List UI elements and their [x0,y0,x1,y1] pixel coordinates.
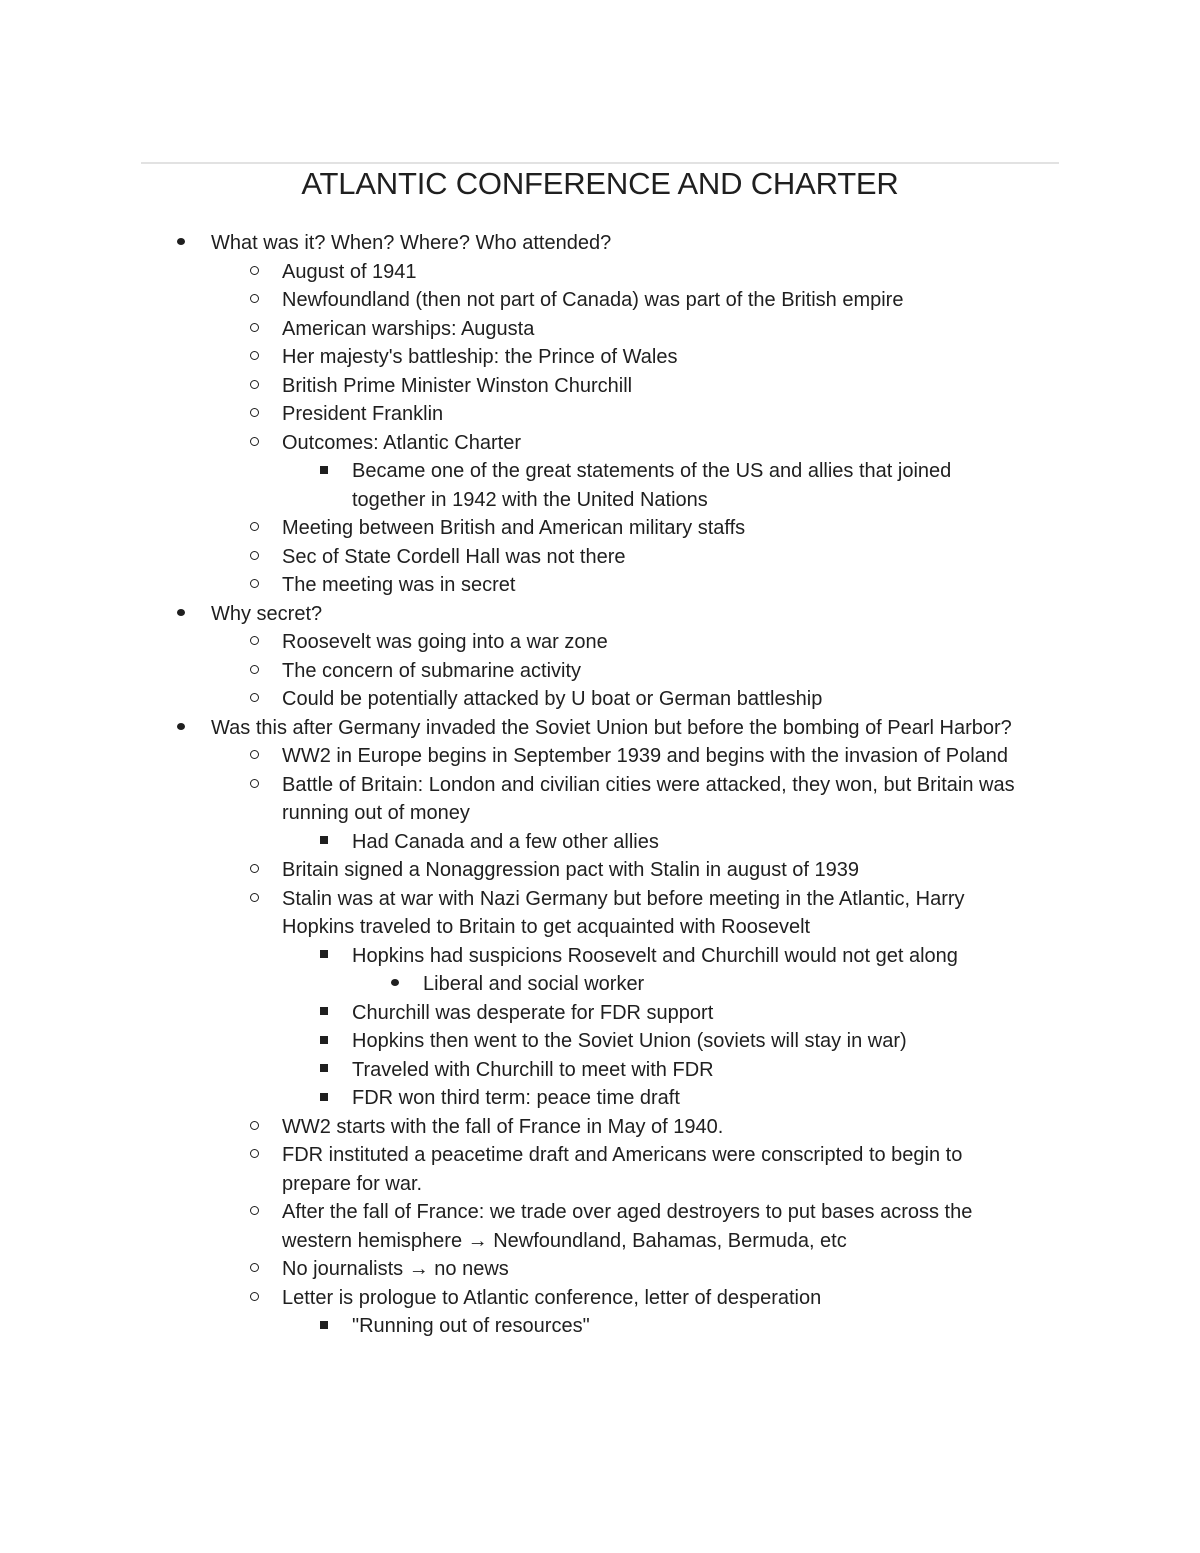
notes-outline [0,229,1200,1341]
list-item [282,685,1032,714]
list-item-text: Roosevelt was going into a war zone [282,631,608,653]
list-item-text: Churchill was desperate for FDR support [352,1001,714,1024]
list-item [282,286,1032,315]
list-item [282,315,1032,344]
list-item [282,372,1032,401]
list-item [211,229,1031,258]
circle-bullet-icon [244,400,264,429]
list-item-text: American warships: Augusta [282,317,535,340]
list-item-text: The meeting was in secret [282,574,516,596]
circle-bullet-icon [244,429,264,458]
list-item-text: August of 1941 [282,260,417,283]
list-item [282,1255,1032,1284]
square-bullet-icon [314,457,334,486]
list-item-text: Hopkins then went to the Soviet Union (soviets will stay in war) [352,1030,907,1052]
list-item-text: Was this after Germany invaded the Soviet Union but before the bombing of Pearl Harbor? [211,716,1012,739]
list-item [282,657,1032,686]
circle-bullet-icon [244,1255,264,1284]
list-item [282,258,1032,287]
list-item-text: FDR won third term: peace time draft [352,1087,680,1109]
list-item-text: FDR instituted a peacetime draft and Americans were conscripted to begin to prepare for war. [282,1144,963,1195]
list-item-text: No journalists → no news [282,1258,509,1280]
list-item [282,571,1032,600]
disc-bullet-icon [171,229,191,258]
list-item [211,714,1031,743]
list-item-text: Battle of Britain: London and civilian cities were attacked, they won, but Britain was running out of money [282,773,1015,824]
list-item [352,1312,1022,1341]
list-item-text: WW2 starts with the fall of France in May of 1940. [282,1115,724,1138]
circle-bullet-icon [244,628,264,657]
circle-bullet-icon [244,856,264,885]
list-item-text: WW2 in Europe begins in September 1939 and begins with the invasion of Poland [282,745,1009,767]
list-item-text: Liberal and social worker [423,973,645,995]
square-bullet-icon [314,1084,334,1113]
circle-bullet-icon [244,685,264,714]
list-item-text: Meeting between British and American military staffs [282,517,746,539]
list-item [282,856,1032,885]
list-item [352,457,1022,514]
list-item-text: "Running out of resources" [352,1315,590,1337]
list-item-text: Her majesty's battleship: the Prince of Wales [282,346,678,368]
list-item [352,942,1022,971]
list-item-text: The concern of submarine activity [282,659,582,682]
list-item [282,771,1032,828]
list-item [282,400,1032,429]
list-item-text: Hopkins had suspicions Roosevelt and Churchill would not get along [352,944,958,967]
circle-bullet-icon [244,657,264,686]
square-bullet-icon [314,1027,334,1056]
circle-bullet-icon [244,514,264,543]
list-item-text: Sec of State Cordell Hall was not there [282,545,626,568]
circle-bullet-icon [244,1284,264,1313]
list-item [352,1027,1022,1056]
list-item [282,514,1032,543]
list-item [282,429,1032,458]
list-item-text: Stalin was at war with Nazi Germany but before meeting in the Atlantic, Harry Hopkins traveled to Britain to get acquainted with Roosevelt [282,887,965,938]
list-item [282,742,1032,771]
list-item-text: Could be potentially attacked by U boat or German battleship [282,688,823,710]
disc-bullet-icon [385,970,405,999]
square-bullet-icon [314,828,334,857]
list-item-text: Had Canada and a few other allies [352,830,659,853]
list-item-text: Letter is prologue to Atlantic conference, letter of desperation [282,1286,822,1309]
circle-bullet-icon [244,885,264,914]
circle-bullet-icon [244,571,264,600]
circle-bullet-icon [244,742,264,771]
list-item-text: Became one of the great statements of the US and allies that joined together in 1942 with the United Nations [352,460,952,511]
circle-bullet-icon [244,372,264,401]
circle-bullet-icon [244,543,264,572]
circle-bullet-icon [244,286,264,315]
list-item [352,828,1022,857]
list-item [282,1284,1032,1313]
circle-bullet-icon [244,1141,264,1170]
list-item [211,600,1031,629]
list-item-text: British Prime Minister Winston Churchill [282,374,633,397]
list-item [282,543,1032,572]
square-bullet-icon [314,999,334,1028]
disc-bullet-icon [171,714,191,743]
page-title: ATLANTIC CONFERENCE AND CHARTER [301,166,899,201]
disc-bullet-icon [171,600,191,629]
list-item-text: President Franklin [282,403,444,425]
list-item-text: Why secret? [211,602,323,625]
circle-bullet-icon [244,343,264,372]
square-bullet-icon [314,1056,334,1085]
list-item [282,885,1032,942]
list-item-text: Traveled with Churchill to meet with FDR [352,1058,714,1081]
list-item-text: What was it? When? Where? Who attended? [211,232,612,254]
circle-bullet-icon [244,1113,264,1142]
circle-bullet-icon [244,315,264,344]
circle-bullet-icon [244,771,264,800]
list-item [282,343,1032,372]
list-item [282,1141,1032,1198]
list-item [282,1113,1032,1142]
square-bullet-icon [314,942,334,971]
circle-bullet-icon [244,1198,264,1227]
list-item-text: Newfoundland (then not part of Canada) was part of the British empire [282,289,904,311]
list-item [282,1198,1032,1255]
list-item [352,1056,1022,1085]
list-item-text: Outcomes: Atlantic Charter [282,431,521,454]
list-item [352,999,1022,1028]
list-item [423,970,1023,999]
list-item-text: After the fall of France: we trade over aged destroyers to put bases across the western hemisphere → Newfoundland, Bahamas, Bermuda, etc [282,1201,973,1252]
list-item-text: Britain signed a Nonaggression pact with Stalin in august of 1939 [282,859,860,881]
list-item [282,628,1032,657]
square-bullet-icon [314,1312,334,1341]
list-item [352,1084,1022,1113]
circle-bullet-icon [244,258,264,287]
